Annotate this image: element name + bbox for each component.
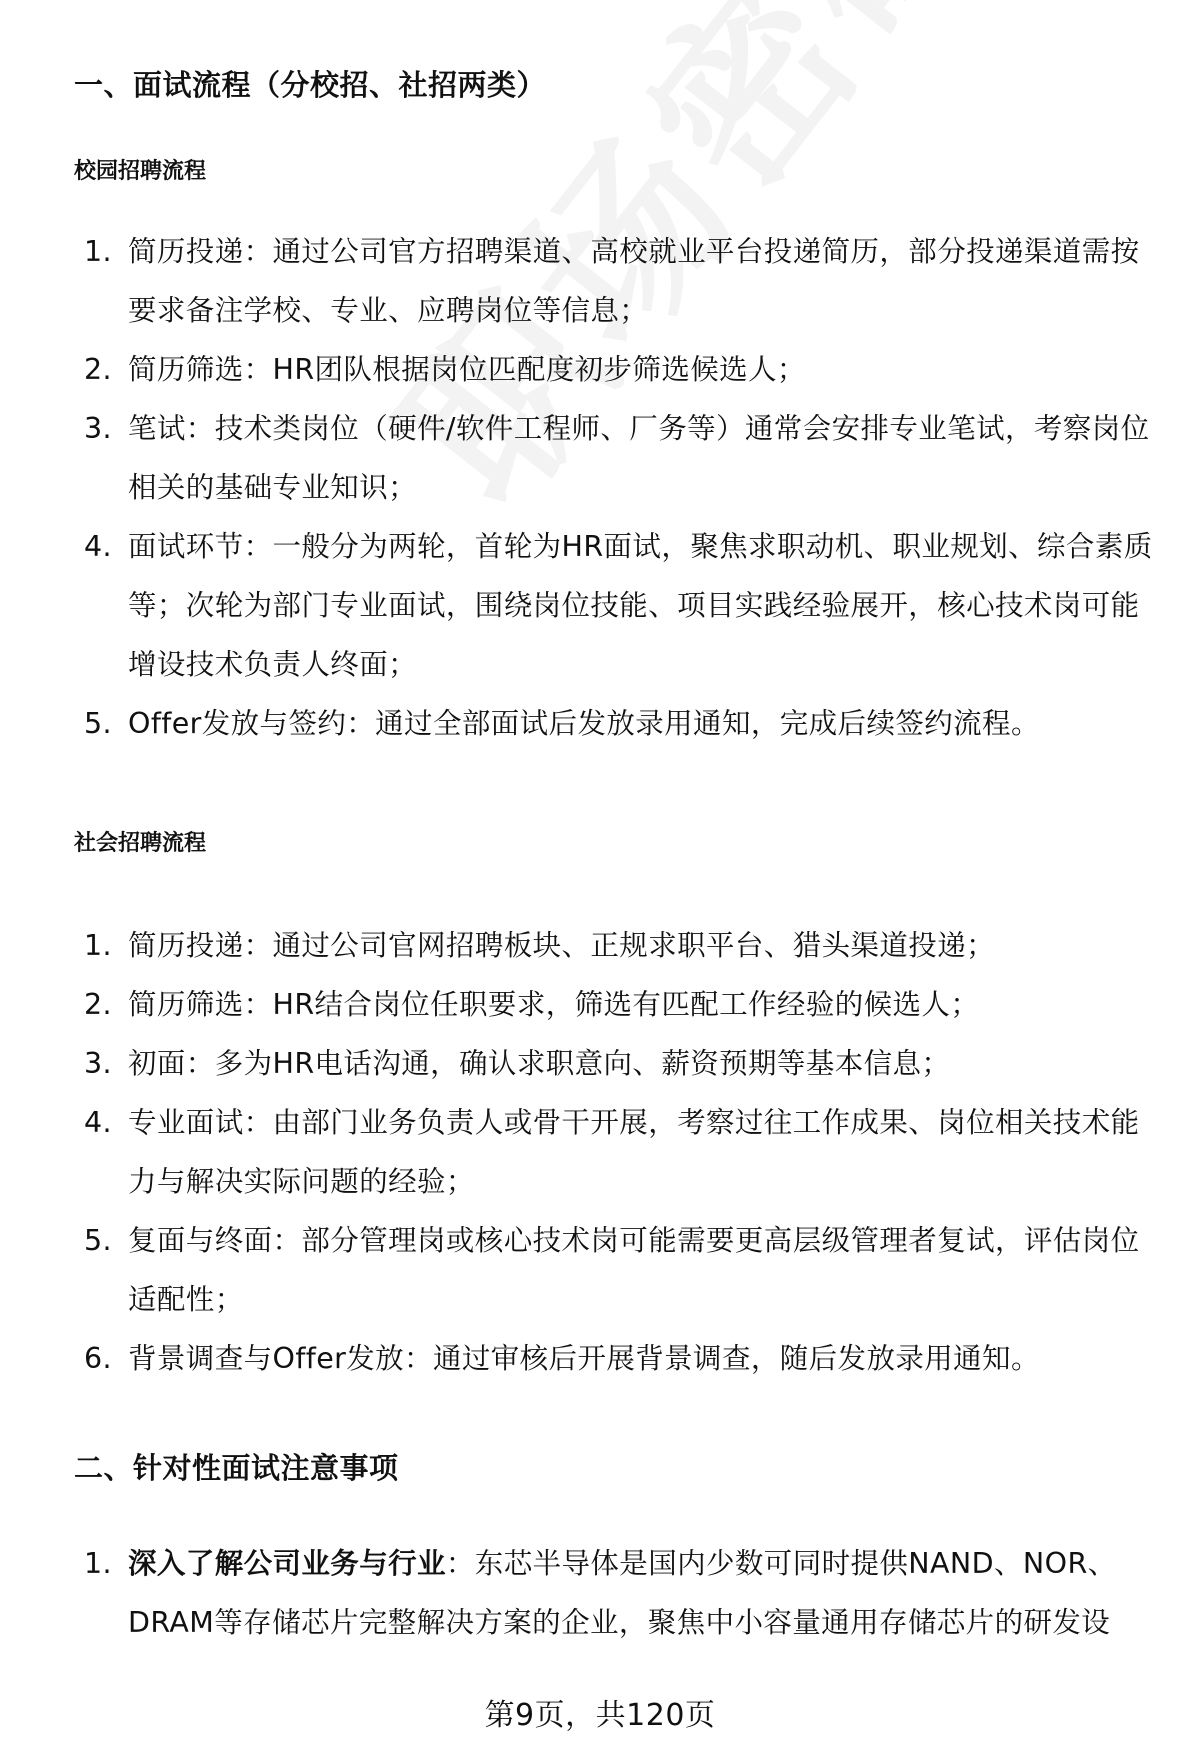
campus-recruitment-title: 校园招聘流程 xyxy=(74,159,207,184)
social-recruitment-title: 社会招聘流程 xyxy=(74,831,207,856)
section1-title: 一、面试流程（分校招、社招两类） xyxy=(74,68,547,102)
section2-title: 二、针对性面试注意事项 xyxy=(74,1451,399,1485)
page-footer: 第9页，共120页 xyxy=(484,1698,716,1733)
list-item: 1. 简历投递：通过公司官网招聘板块、正规求职平台、猎头渠道投递； xyxy=(84,929,996,962)
list-item: 4. 专业面试：由部门业务负责人或骨干开展，考察过往工作成果、岗位相关技术能力与解决实际问题的经验； xyxy=(84,1106,1140,1198)
list-item: 2. 简历筛选：HR团队根据岗位匹配度初步筛选候选人； xyxy=(84,353,806,386)
campus-recruitment-list xyxy=(0,222,1200,753)
list-item: 2. 简历筛选：HR结合岗位任职要求，筛选有匹配工作经验的候选人； xyxy=(84,988,980,1021)
list-item: 6. 背景调查与Offer发放：通过审核后开展背景调查，随后发放录用通知。 xyxy=(84,1342,1040,1375)
list-item: 5. Offer发放与签约：通过全部面试后发放录用通知，完成后续签约流程。 xyxy=(84,707,1040,740)
list-item: 1. 简历投递：通过公司官方招聘渠道、高校就业平台投递简历，部分投递渠道需按要求备注学校、专业、应聘岗位等信息； xyxy=(84,235,1140,327)
list-item: 3. 初面：多为HR电话沟通，确认求职意向、薪资预期等基本信息； xyxy=(84,1047,951,1080)
list-item: 5. 复面与终面：部分管理岗或核心技术岗可能需要更高层级管理者复试，评估岗位适配性； xyxy=(84,1224,1140,1316)
list-item: 4. 面试环节：一般分为两轮，首轮为HR面试，聚焦求职动机、职业规划、综合素质等；次轮为部门专业面试，围绕岗位技能、项目实践经验展开，核心技术岗可能增设技术负责人终面； xyxy=(84,530,1153,681)
tip-body: ：东芯半导体是国内少数可同时提供NAND、NOR、DRAM等存储芯片完整解决方案的企业，聚焦中小容量通用存储芯片的研发设 xyxy=(128,1547,1117,1639)
interview-tips-list xyxy=(0,1534,1200,1652)
list-item: 1. 深入了解公司业务与行业：东芯半导体是国内少数可同时提供NAND、NOR、DRAM等存储芯片完整解决方案的企业，聚焦中小容量通用存储芯片的研发设 xyxy=(84,1547,1117,1639)
tip-heading: 深入了解公司业务与行业 xyxy=(128,1547,446,1580)
list-item: 3. 笔试：技术类岗位（硬件/软件工程师、厂务等）通常会安排专业笔试，考察岗位相关的基础专业知识； xyxy=(84,412,1150,504)
social-recruitment-list xyxy=(0,916,1200,1388)
